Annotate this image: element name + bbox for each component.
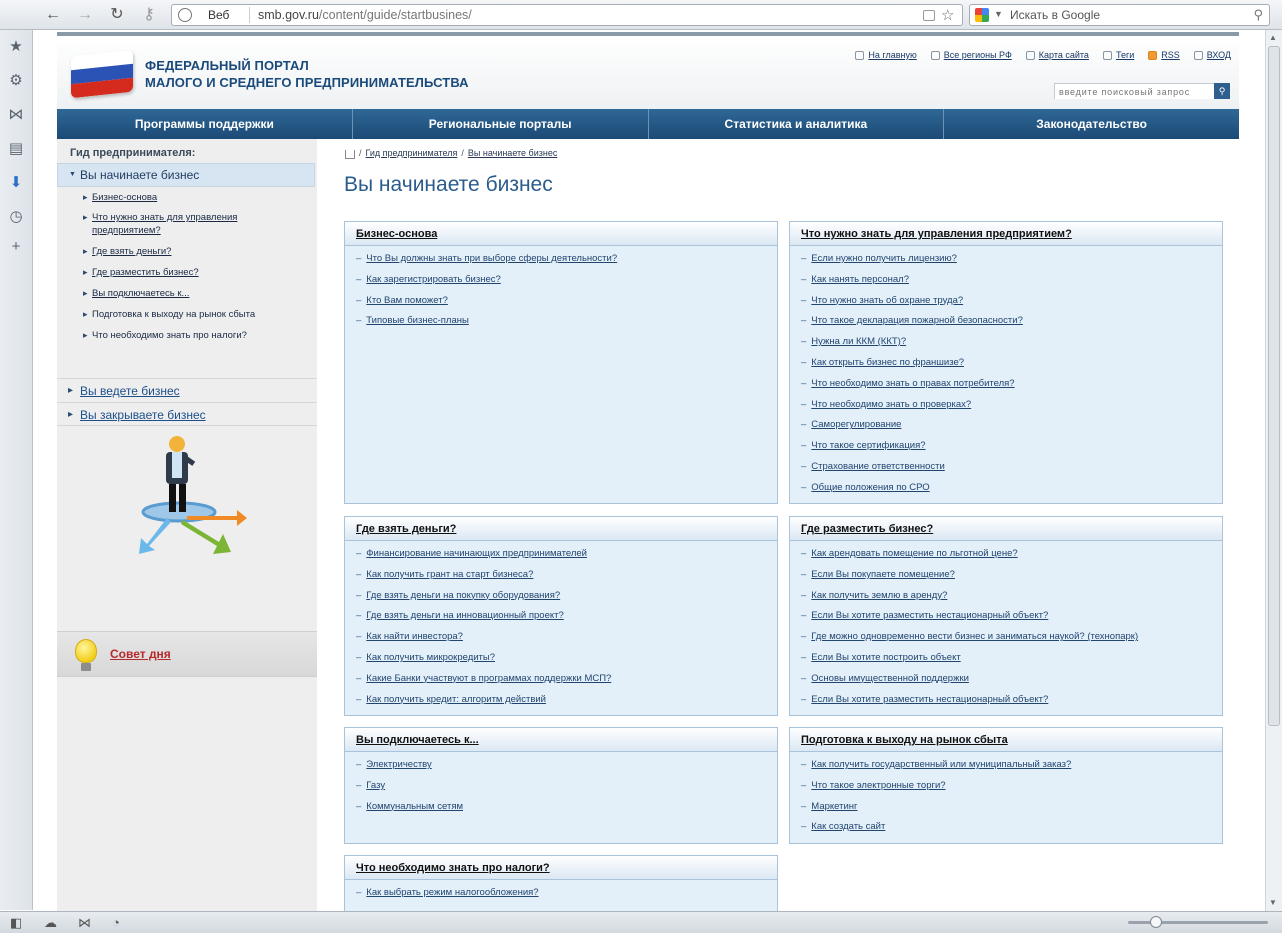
list-item[interactable]: – Страхование ответственности <box>801 460 945 472</box>
card-title-link[interactable]: Что необходимо знать про налоги? <box>356 862 550 874</box>
guide-title: Гид предпринимателя: <box>70 147 196 159</box>
site-search-input[interactable] <box>1055 85 1215 99</box>
list-item[interactable]: – Маркетинг <box>801 800 858 812</box>
browser-statusbar <box>0 911 1282 933</box>
card-title <box>345 856 777 880</box>
logo-line-1: ФЕДЕРАЛЬНЫЙ ПОРТАЛ <box>145 58 309 73</box>
card-premises <box>789 516 1223 716</box>
share-icon[interactable]: ⋈ <box>78 915 91 930</box>
list-item[interactable]: – Где взять деньги на покупку оборудования? <box>356 589 561 601</box>
history-clock-icon[interactable]: ◷ <box>9 208 23 225</box>
rss-link[interactable] <box>1148 50 1180 60</box>
list-item[interactable]: – Как получить микрокредиты? <box>356 651 496 663</box>
list-item[interactable]: – Финансирование начинающих предпринимателей <box>356 548 587 559</box>
menu-support-programs[interactable]: Программы поддержки <box>57 109 353 139</box>
rss-icon <box>1148 51 1157 60</box>
russian-flag-logo-icon[interactable] <box>71 50 133 99</box>
card-title <box>790 728 1222 752</box>
site-header <box>57 36 1239 109</box>
rss-link-label: RSS <box>1161 50 1180 60</box>
downloads-icon[interactable]: ⬇ <box>9 174 23 191</box>
address-separator <box>249 7 250 23</box>
list-item[interactable]: – Как получить грант на старт бизнеса? <box>356 568 534 580</box>
list-item[interactable]: – Что нужно знать об охране труда? <box>801 294 964 306</box>
address-bar[interactable] <box>171 4 963 26</box>
card-title <box>790 517 1222 541</box>
card-market-entry <box>789 727 1223 844</box>
notes-icon[interactable]: ▤ <box>8 140 24 157</box>
back-icon[interactable]: ← <box>45 6 61 23</box>
sitemap-link[interactable] <box>1026 50 1089 60</box>
list-item[interactable]: – Основы имущественной поддержки <box>801 672 969 684</box>
sub-nav-item[interactable]: ▸ Подготовка к выходу на рынок сбыта <box>83 308 308 321</box>
sitemap-link-label: Карта сайта <box>1038 50 1089 60</box>
bookmark-star-icon[interactable]: ☆ <box>941 7 955 24</box>
site-logo-text[interactable] <box>145 57 469 91</box>
card-utilities <box>344 727 778 844</box>
breadcrumb-separator: / <box>359 148 362 158</box>
list-item[interactable]: – Какие Банки участвуют в программах поддержки МСП? <box>356 672 612 684</box>
card-title <box>345 728 777 752</box>
card-title-link[interactable]: Где взять деньги? <box>356 523 457 535</box>
list-item[interactable]: – Как создать сайт <box>801 821 886 833</box>
site-search <box>1054 83 1230 99</box>
card-title-link[interactable]: Что нужно знать для управления предприятием? <box>801 228 1072 240</box>
page-title: Вы начинаете бизнес <box>344 173 553 196</box>
card-taxes <box>344 855 778 911</box>
sitemap-icon <box>1026 51 1035 60</box>
lightbulb-base <box>81 663 91 671</box>
left-column <box>57 139 317 911</box>
list-item[interactable]: – Если Вы хотите разместить нестационарный объект? <box>801 693 1049 705</box>
regions-link[interactable] <box>931 50 1012 60</box>
list-item[interactable]: – Нужна ли ККМ (ККТ)? <box>801 336 907 348</box>
top-links <box>855 50 1231 60</box>
share-icon[interactable]: ⋈ <box>8 106 24 123</box>
login-icon <box>1194 51 1203 60</box>
list-item[interactable]: – Что такое декларация пожарной безопасности? <box>801 315 1023 327</box>
list-item[interactable]: – Если Вы хотите построить объект <box>801 651 961 663</box>
login-link[interactable] <box>1194 50 1231 60</box>
list-item[interactable]: – Что такое электронные торги? <box>801 779 946 791</box>
main-menu <box>57 109 1239 139</box>
url-host: smb.gov.ru <box>258 8 319 22</box>
list-item[interactable]: – Газу <box>356 779 386 791</box>
list-item[interactable]: – Как арендовать помещение по льготной цене? <box>801 548 1018 559</box>
web-page <box>57 32 1239 911</box>
browser-search-input[interactable]: Искать в Google <box>1010 8 1101 22</box>
add-panel-icon[interactable]: + <box>11 238 21 255</box>
panel-toggle-icon[interactable]: ◧ <box>10 915 23 930</box>
bookmarks-star-icon[interactable]: ★ <box>9 38 23 55</box>
list-item[interactable]: – Если Вы хотите разместить нестационарный объект? <box>801 610 1049 622</box>
search-submit-icon[interactable]: ⚲ <box>1214 83 1230 99</box>
google-icon[interactable] <box>975 8 989 22</box>
gear-icon[interactable]: ⚙ <box>9 72 23 89</box>
zoom-slider-handle[interactable] <box>1150 916 1162 928</box>
card-management <box>789 221 1223 504</box>
businessman-crossroads-illustration <box>127 434 257 569</box>
home-link[interactable] <box>855 50 916 60</box>
breadcrumb <box>345 148 557 158</box>
tags-link-label: Теги <box>1115 50 1135 60</box>
browser-toolbar <box>0 0 1282 30</box>
speed-dial-icon[interactable]: ◔ <box>112 915 120 930</box>
login-link-label: ВХОД <box>1206 50 1231 60</box>
sub-nav-list <box>83 191 308 342</box>
card-title-link[interactable]: Бизнес-основа <box>356 228 438 240</box>
list-item[interactable]: – Как выбрать режим налогообложения? <box>356 887 539 898</box>
list-item[interactable]: – Где взять деньги на инновационный проект? <box>356 610 564 622</box>
globe-icon <box>178 8 192 22</box>
list-item[interactable]: – Что необходимо знать о проверках? <box>801 398 972 410</box>
cloud-icon[interactable]: ☁ <box>44 915 57 930</box>
lightbulb-icon <box>75 639 97 663</box>
list-item[interactable]: – Коммунальным сетям <box>356 800 464 812</box>
card-title-link[interactable]: Подготовка к выходу на рынок сбыта <box>801 734 1008 746</box>
forward-icon[interactable]: → <box>77 6 93 23</box>
list-item[interactable]: – Общие положения по СРО <box>801 481 930 493</box>
card-title-link[interactable]: Вы подключаетесь к... <box>356 734 479 746</box>
breadcrumb-home-icon[interactable] <box>345 150 355 159</box>
tags-icon <box>1103 51 1112 60</box>
card-business-basics <box>344 221 778 504</box>
url-path: /content/guide/startbusines/ <box>318 8 472 22</box>
key-icon[interactable]: ⚷ <box>143 6 155 23</box>
card-title <box>790 222 1222 246</box>
list-item[interactable]: – Если нужно получить лицензию? <box>801 253 957 264</box>
sub-nav-item[interactable]: ▸ Где взять деньги? <box>83 245 308 258</box>
card-title <box>345 222 777 246</box>
list-item[interactable]: – Как нанять персонал? <box>801 273 909 285</box>
list-item[interactable]: – Как найти инвестора? <box>356 631 463 643</box>
breadcrumb-current[interactable]: Вы начинаете бизнес <box>467 148 558 158</box>
card-title-link[interactable]: Где разместить бизнес? <box>801 523 934 535</box>
sub-nav-item[interactable]: ▸ Где разместить бизнес? <box>83 266 308 279</box>
menu-statistics[interactable]: Статистика и аналитика <box>649 109 945 139</box>
list-item[interactable]: – Саморегулирование <box>801 419 902 431</box>
nav-closing-business-label: Вы закрываете бизнес <box>80 408 206 422</box>
sub-nav-item[interactable]: ▸ Бизнес-основа <box>83 191 308 204</box>
browser-search[interactable] <box>969 4 1270 26</box>
breadcrumb-separator: / <box>461 148 464 158</box>
list-item[interactable]: – Типовые бизнес-планы <box>356 315 469 327</box>
browser-sidebar <box>0 30 33 910</box>
nav-running-business[interactable] <box>57 378 317 402</box>
list-item[interactable]: – Кто Вам поможет? <box>356 294 448 306</box>
list-item[interactable]: – Как получить государственный или муниципальный заказ? <box>801 759 1072 770</box>
address-label: Веб <box>208 8 230 22</box>
nav-running-business-label: Вы ведете бизнес <box>80 384 180 398</box>
logo-line-2: МАЛОГО И СРЕДНЕГО ПРЕДПРИНИМАТЕЛЬСТВА <box>145 75 469 90</box>
sub-nav-item[interactable]: ▸ Что нужно знать для управления предприятием? <box>83 211 253 237</box>
zoom-slider-track[interactable] <box>1128 921 1268 924</box>
scroll-up-icon[interactable]: ▲ <box>1269 33 1277 42</box>
list-item[interactable]: – Электричеству <box>356 759 432 770</box>
chevron-down-icon[interactable]: ▼ <box>994 9 1003 19</box>
tags-link[interactable] <box>1103 50 1134 60</box>
list-item[interactable]: – Что необходимо знать о правах потребителя? <box>801 377 1015 389</box>
feed-icon[interactable] <box>923 10 935 21</box>
list-item[interactable]: – Если Вы покупаете помещение? <box>801 568 955 580</box>
sub-nav-item[interactable]: ▸ Вы подключаетесь к... <box>83 287 308 300</box>
regions-icon <box>931 51 940 60</box>
sub-nav-item[interactable]: ▸ Что необходимо знать про налоги? <box>83 329 308 342</box>
list-item[interactable]: – Как зарегистрировать бизнес? <box>356 273 501 285</box>
list-item[interactable]: – Как получить землю в аренду? <box>801 589 948 601</box>
list-item[interactable]: – Что такое сертификация? <box>801 440 926 452</box>
url-text[interactable] <box>258 8 472 22</box>
scroll-thumb[interactable] <box>1268 46 1280 726</box>
tip-of-day-box <box>57 631 317 677</box>
menu-regional-portals[interactable]: Региональные порталы <box>353 109 649 139</box>
list-item[interactable]: – Как получить кредит: алгоритм действий <box>356 693 546 705</box>
search-icon[interactable]: ⚲ <box>1253 7 1263 22</box>
home-icon <box>855 51 864 60</box>
nav-start-business[interactable]: ▼ Вы начинаете бизнес <box>57 163 315 187</box>
list-item[interactable]: – Что Вы должны знать при выборе сферы деятельности? <box>356 253 618 264</box>
breadcrumb-guide[interactable]: Гид предпринимателя <box>365 148 458 158</box>
scroll-down-icon[interactable]: ▼ <box>1269 898 1277 907</box>
home-link-label: На главную <box>868 50 917 60</box>
card-title <box>345 517 777 541</box>
menu-legislation[interactable]: Законодательство <box>1036 117 1147 131</box>
reload-icon[interactable]: ↻ <box>110 6 124 23</box>
card-funding <box>344 516 778 716</box>
nav-closing-business[interactable] <box>57 402 317 426</box>
tip-of-day-link[interactable]: Совет дня <box>110 647 171 661</box>
list-item[interactable]: – Где можно одновременно вести бизнес и заниматься наукой? (технопарк) <box>801 631 1139 643</box>
regions-link-label: Все регионы РФ <box>943 50 1012 60</box>
vertical-scrollbar[interactable] <box>1265 30 1282 911</box>
list-item[interactable]: – Как открыть бизнес по франшизе? <box>801 356 965 368</box>
